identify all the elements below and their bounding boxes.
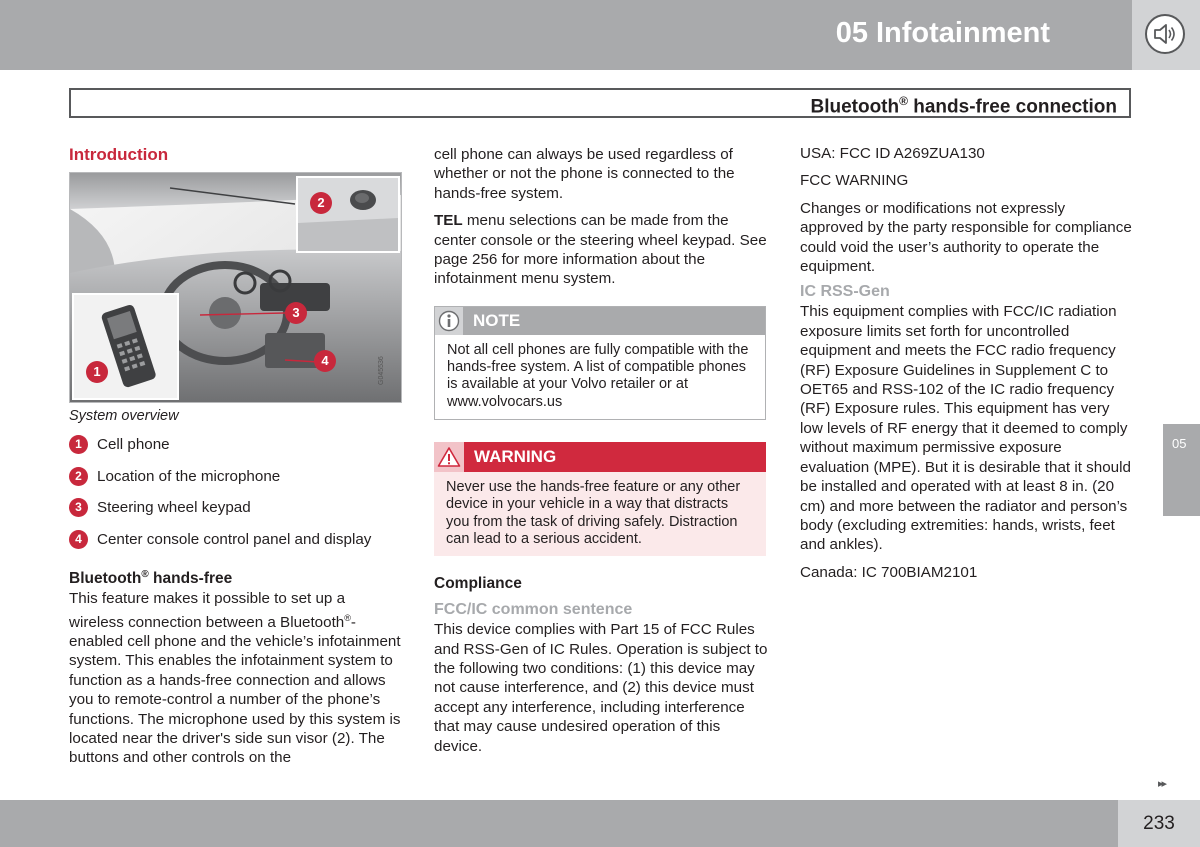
chapter-side-tab (1163, 424, 1200, 516)
system-overview-figure (69, 172, 402, 403)
microphone-inset (296, 176, 400, 253)
note-label: NOTE (473, 311, 521, 331)
legend-item (69, 492, 403, 524)
callout-1: 1 (86, 361, 108, 383)
legend-label: Center console control panel and display (97, 530, 372, 548)
introduction-heading: Introduction (69, 145, 169, 164)
changes-paragraph: Changes or modifications not expressly approved by the party responsible for compliance could void the user’s authority to operate the equipment. (800, 199, 1132, 276)
warning-header (434, 442, 766, 472)
legend-list (69, 429, 403, 555)
fcc-common-sentence-text: This device complies with Part 15 of FCC Rules and RSS-Gen of IC Rules. Operation is subject to the following two conditions: (1) this device may not cause interference, and (2) this device must accept any interference, including interference that may cause undesired operation of this device. (434, 621, 768, 755)
compliance-heading: Compliance (434, 575, 522, 593)
note-box (434, 306, 766, 420)
section-title-frame (69, 88, 1131, 118)
legend-label: Steering wheel keypad (97, 499, 251, 517)
legend-number: 4 (69, 530, 88, 549)
tel-paragraph: TEL menu selections can be made from the center console or the steering wheel keypad. See page 256 for more information about the infotainment menu system. (434, 212, 767, 288)
continuation-paragraph: cell phone can always be used regardless of whether or not the phone is connected to the hands-free system. (434, 146, 735, 202)
bluetooth-intro-paragraph: This feature makes it possible to set up a wireless connection between a Bluetooth®-enabled cell phone and the vehicle’s infotainment system. This enables the infotainment system to function as a hands-free connection and allows you to remote-control a number of the phone’s functions. The microphone used by this system is located near the driver's side sun visor (2). The buttons and other controls on the (69, 590, 401, 767)
callout-2: 2 (310, 192, 332, 214)
canada-ic-text: Canada: IC 700BIAM2101 (800, 563, 978, 581)
legend-item (69, 461, 403, 493)
next-page-arrow-icon: ▸▸ (1158, 778, 1166, 790)
chapter-icon-box (1132, 0, 1200, 70)
ic-rss-gen-heading: IC RSS-Gen (800, 283, 890, 301)
fcc-id-text: USA: FCC ID A269ZUA130 (800, 145, 985, 162)
legend-number: 2 (69, 467, 88, 486)
page-number-box (1118, 800, 1200, 847)
section-title: Bluetooth® hands-free connection (810, 94, 1117, 118)
warning-text: Never use the hands-free feature or any other device in your vehicle in a way that distracts you from the task of driving safely. Distraction can lead to a serious accident. (446, 479, 741, 547)
cell-phone-inset (72, 293, 179, 400)
chapter-header-band (0, 0, 1132, 70)
column-2 (434, 145, 768, 756)
figure-caption: System overview (69, 408, 179, 424)
chapter-title: 05 Infotainment (835, 17, 1050, 49)
legend-item (69, 524, 403, 556)
legend-number: 1 (69, 435, 88, 454)
column-1 (69, 144, 403, 768)
page-number: 233 (1143, 813, 1175, 834)
figure-code: G045536 (378, 356, 385, 385)
info-icon (435, 307, 463, 335)
chapter-side-tab-label: 05 (1172, 436, 1187, 451)
legend-label: Cell phone (97, 436, 170, 454)
legend-label: Location of the microphone (97, 467, 281, 485)
fcc-common-sentence-heading: FCC/IC common sentence (434, 601, 633, 619)
fcc-warning-text: FCC WARNING (800, 172, 909, 190)
legend-number: 3 (69, 498, 88, 517)
note-text: Not all cell phones are fully compatible with the hands-free system. A list of compatible phones is available at your Volvo retailer or at www.volvocars.us (447, 341, 749, 410)
footer-band (0, 800, 1118, 847)
warning-triangle-icon (434, 442, 464, 472)
callout-4: 4 (314, 350, 336, 372)
speaker-icon (1145, 14, 1185, 54)
warning-label: WARNING (474, 447, 557, 467)
warning-box (434, 442, 766, 556)
note-header (435, 307, 765, 335)
ic-rss-gen-text: This equipment complies with FCC/IC radiation exposure limits set forth for uncontrolled equipment and meets the FCC radio frequency (RF) Exposure Guidelines in Supplement C to OET65 and RSS-102 of the IC radio frequency (RF) Exposure rules. This equipment has very low levels of RF energy that it deemed to comply without maximum permissive exposure evaluation (MPE). But it is desirable that it should be installed and operated with at least 8 in. (20 cm) and more between the radiator and person’s body (excluding extremities: hands, wrists, feet and ankles). (800, 303, 1131, 554)
column-3 (800, 144, 1132, 582)
legend-item (69, 429, 403, 461)
callout-3: 3 (285, 302, 307, 324)
bluetooth-handsfree-heading: Bluetooth® hands-free (69, 569, 233, 588)
